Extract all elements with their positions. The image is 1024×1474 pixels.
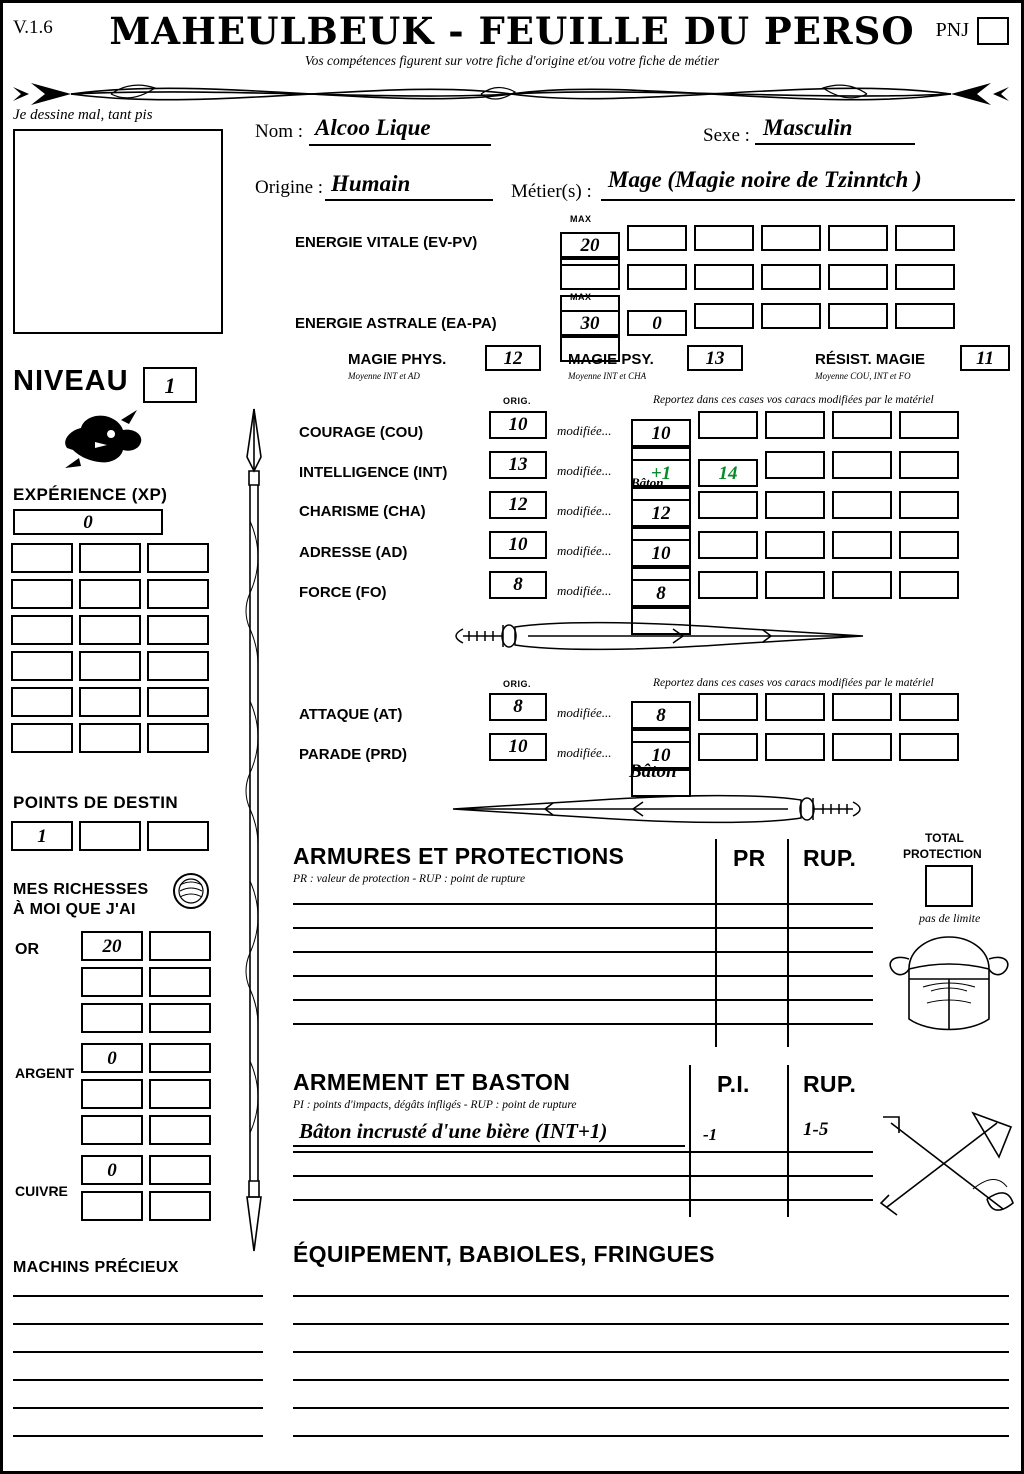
combat-mat-cell[interactable] (832, 733, 892, 761)
resist-magie-label: RÉSIST. MAGIE (815, 351, 926, 368)
carac-mod-cha[interactable]: 12 (631, 499, 691, 527)
total-protection-box[interactable] (925, 865, 973, 907)
xp-cell[interactable] (11, 723, 73, 753)
magie-phys-value[interactable]: 12 (485, 345, 541, 371)
argent-cell[interactable] (149, 1115, 211, 1145)
armures-title: ARMURES ET PROTECTIONS (293, 843, 625, 869)
combat-mod-prd[interactable]: 10 (631, 741, 691, 769)
xp-cell[interactable] (79, 687, 141, 717)
version-label: V.1.6 (13, 17, 53, 38)
richesses-title-1: MES RICHESSES (13, 881, 149, 898)
machins-line[interactable] (13, 1323, 263, 1325)
ea-cell[interactable] (694, 303, 754, 329)
carac-orig-cou[interactable]: 10 (489, 411, 547, 439)
energy-astrale-label: ENERGIE ASTRALE (EA-PA) (295, 315, 497, 332)
armement-col-pi: P.I. (717, 1071, 750, 1097)
richesses-title-2: À MOI QUE J'AI (13, 901, 136, 918)
ev-max-cell[interactable]: 20 (560, 232, 620, 258)
cuivre-cell[interactable] (149, 1191, 211, 1221)
xp-cell[interactable] (147, 543, 209, 573)
name-underline (309, 143, 491, 146)
armement-row-line[interactable] (293, 1151, 873, 1153)
or-label: OR (15, 941, 39, 958)
or-cell[interactable] (149, 967, 211, 997)
ev-cell[interactable] (761, 264, 821, 290)
carac-bonus-int[interactable]: +1 (631, 459, 691, 487)
magie-phys-sub: Moyenne INT et AD (348, 371, 420, 381)
carac-mat-cell[interactable] (765, 411, 825, 439)
job-label: Métier(s) : (511, 181, 592, 202)
carac-mat-cell[interactable] (832, 411, 892, 439)
carac-mod-fo[interactable]: 8 (631, 579, 691, 607)
equipement-line[interactable] (293, 1435, 1009, 1437)
cuivre-grid (81, 1155, 211, 1221)
combat-mat-cell[interactable] (899, 733, 959, 761)
xp-cell[interactable] (79, 723, 141, 753)
xp-value[interactable]: 0 (13, 509, 163, 535)
carac-orig-cha[interactable]: 12 (489, 491, 547, 519)
job-value[interactable]: Mage (Magie noire de Tzinntch ) (608, 167, 922, 192)
carac-mod-label: modifiée... (557, 463, 612, 478)
armement-row-underline-1 (293, 1145, 685, 1147)
armures-rows (293, 903, 873, 1025)
combat-mat-cell[interactable] (899, 693, 959, 721)
equipement-line[interactable] (293, 1379, 1009, 1381)
combat-orig-prd[interactable]: 10 (489, 733, 547, 761)
cuivre-cell[interactable] (81, 1191, 143, 1221)
carac-mod-int[interactable]: 14 (698, 459, 758, 487)
armement-row-line[interactable] (293, 1199, 873, 1201)
sword-divider-icon-2 (433, 788, 883, 830)
carac-mat-cell[interactable] (698, 571, 758, 599)
xp-cell[interactable] (11, 543, 73, 573)
armement-row-rup-1[interactable]: 1-5 (803, 1119, 829, 1140)
armement-rows (293, 1151, 873, 1201)
ea-current-cell[interactable]: 0 (627, 310, 687, 336)
destin-label: POINTS DE DESTIN (13, 793, 179, 812)
xp-cell[interactable] (147, 723, 209, 753)
ev-cell[interactable] (895, 225, 955, 251)
xp-cell[interactable] (79, 543, 141, 573)
argent-grid (81, 1043, 211, 1145)
ev-cell[interactable] (627, 264, 687, 290)
armure-row-line[interactable] (293, 927, 873, 929)
destin-value[interactable]: 1 (11, 821, 73, 851)
combat-mat-cell[interactable] (698, 693, 758, 721)
combat-mod-label: modifiée... (557, 705, 612, 720)
carac-mod-label: modifiée... (557, 583, 612, 598)
carac-mat-cell[interactable] (698, 411, 758, 439)
armure-row-line[interactable] (293, 975, 873, 977)
combat-mat-cell[interactable] (832, 693, 892, 721)
carac-mat-cell[interactable] (765, 531, 825, 559)
armure-row-line[interactable] (293, 1023, 873, 1025)
or-cell[interactable] (149, 931, 211, 961)
page-title: ΜAHEULBEUK - FEUILLE DU PERSO (109, 9, 915, 53)
machins-line[interactable] (13, 1351, 263, 1353)
carac-mat-cell[interactable] (765, 451, 825, 479)
armures-col-pr: PR (733, 845, 766, 871)
origin-underline (325, 199, 493, 201)
armure-row-line[interactable] (293, 951, 873, 953)
crossed-weapons-icon (877, 1111, 1017, 1221)
carac-mod-label: modifiée... (557, 423, 612, 438)
armures-col-rup: RUP. (803, 845, 857, 871)
carac-label-cha: CHARISME (CHA) (299, 503, 426, 520)
job-underline (601, 199, 1015, 201)
total-protection-note: pas de limite (919, 911, 981, 925)
cuivre-value[interactable]: 0 (81, 1155, 143, 1185)
energy-vitale-label: ENERGIE VITALE (EV-PV) (295, 234, 478, 251)
armement-row-name-1[interactable]: Bâton incrusté d'une bière (INT+1) (299, 1119, 608, 1143)
xp-cell[interactable] (11, 579, 73, 609)
ev-cell[interactable] (694, 225, 754, 251)
carac-bonus-source-int: Bâton (631, 475, 664, 490)
ev-cell[interactable] (828, 264, 888, 290)
carac-mat-cell[interactable] (899, 411, 959, 439)
origin-value[interactable]: Humain (331, 171, 411, 196)
carac-note: Reportez dans ces cases vos caracs modifiées par le matériel (653, 394, 934, 406)
origin-label: Origine : (255, 177, 324, 198)
argent-cell[interactable] (81, 1115, 143, 1145)
or-grid (81, 967, 211, 1033)
total-protection-label-1: TOTAL (925, 831, 964, 845)
carac-mat-cell[interactable] (899, 571, 959, 599)
armement-row-pi-1[interactable]: -1 (703, 1125, 718, 1144)
level-value[interactable]: 1 (143, 367, 197, 403)
machins-line[interactable] (13, 1295, 263, 1297)
magie-psy-label: MAGIE PSY. (568, 351, 654, 368)
or-cell[interactable] (81, 967, 143, 997)
total-protection-label-2: PROTECTION (903, 847, 982, 861)
magie-psy-sub: Moyenne INT et CHA (568, 371, 647, 381)
ev-cell[interactable] (828, 225, 888, 251)
or-row (81, 931, 211, 961)
carac-label-int: INTELLIGENCE (INT) (299, 464, 448, 481)
portrait-caption: Je dessine mal, tant pis (13, 107, 153, 123)
machins-line[interactable] (13, 1407, 263, 1409)
argent-label: ARGENT (15, 1065, 75, 1081)
xp-grid (11, 543, 231, 753)
level-label: NIVEAU (13, 365, 129, 397)
carac-mat-cell[interactable] (899, 491, 959, 519)
carac-label-ad: ADRESSE (AD) (299, 544, 408, 561)
combat-mat-cell[interactable] (765, 733, 825, 761)
equipement-line[interactable] (293, 1351, 1009, 1353)
machins-line[interactable] (13, 1435, 263, 1437)
carac-mat-cell[interactable] (698, 491, 758, 519)
armure-row-line[interactable] (293, 903, 873, 905)
carac-mod-cou[interactable]: 10 (631, 419, 691, 447)
combat-note: Reportez dans ces cases vos caracs modifiées par le matériel (653, 677, 934, 689)
armement-row-line[interactable] (293, 1175, 873, 1177)
carac-orig-fo[interactable]: 8 (489, 571, 547, 599)
xp-cell[interactable] (11, 651, 73, 681)
combat-label-at: ATTAQUE (AT) (299, 706, 403, 723)
helmet-shield-icon (883, 929, 1013, 1039)
machins-label: MACHINS PRÉCIEUX (13, 1259, 179, 1276)
xp-cell[interactable] (147, 687, 209, 717)
carac-label-fo: FORCE (FO) (299, 584, 387, 601)
equipement-line[interactable] (293, 1407, 1009, 1409)
argent-cell[interactable] (149, 1079, 211, 1109)
xp-cell[interactable] (79, 615, 141, 645)
ea-cell[interactable] (895, 303, 955, 329)
xp-cell[interactable] (79, 651, 141, 681)
equipement-title: ÉQUIPEMENT, BABIOLES, FRINGUES (293, 1241, 715, 1267)
armement-subtitle: PI : points d'impacts, dégâts infligés - RUP : point de rupture (293, 1099, 577, 1111)
coin-icon (171, 871, 211, 911)
destin-cell[interactable] (147, 821, 209, 851)
page-subtitle: Vos compétences figurent sur votre fiche d'origine et/ou votre fiche de métier (304, 53, 720, 68)
machins-lines (13, 1295, 263, 1437)
xp-label: EXPÉRIENCE (XP) (13, 485, 168, 504)
or-cell[interactable] (81, 1003, 143, 1033)
ea-max-cell[interactable]: 30 (560, 310, 620, 336)
carac-mod-label: modifiée... (557, 503, 612, 518)
or-cell[interactable] (149, 1003, 211, 1033)
xp-cell[interactable] (147, 615, 209, 645)
carac-orig-ad[interactable]: 10 (489, 531, 547, 559)
machins-line[interactable] (13, 1379, 263, 1381)
sword-divider-icon (433, 615, 883, 657)
magie-psy-value[interactable]: 13 (687, 345, 743, 371)
xp-cell[interactable] (147, 651, 209, 681)
sex-underline (755, 143, 915, 145)
resist-magie-value[interactable]: 11 (960, 345, 1010, 371)
magie-phys-label: MAGIE PHYS. (348, 351, 447, 368)
equipement-line[interactable] (293, 1295, 1009, 1297)
combat-mod-label: modifiée... (557, 745, 612, 760)
xp-cell[interactable] (11, 687, 73, 717)
ea-cell[interactable] (828, 303, 888, 329)
cuivre-label: CUIVRE (15, 1183, 68, 1199)
destin-row (11, 821, 209, 851)
combat-mat-cell[interactable] (765, 693, 825, 721)
equipement-line[interactable] (293, 1323, 1009, 1325)
carac-mod-ad[interactable]: 10 (631, 539, 691, 567)
resist-magie-sub: Moyenne COU, INT et FO (815, 371, 911, 381)
dragon-emblem-icon (55, 408, 147, 470)
armures-subtitle: PR : valeur de protection - RUP : point de rupture (293, 873, 526, 885)
staff-illustration-icon (231, 401, 277, 1261)
armement-col-rup: RUP. (803, 1071, 857, 1097)
ev-cell[interactable] (761, 225, 821, 251)
sex-label: Sexe : (703, 125, 750, 146)
pnj-label: PNJ (935, 19, 969, 41)
destin-cell[interactable] (79, 821, 141, 851)
carac-mat-cell[interactable] (765, 491, 825, 519)
carac-mat-cell[interactable] (832, 491, 892, 519)
combat-orig-label: ORIG. (503, 679, 532, 689)
ev-cell[interactable] (560, 264, 620, 290)
carac-mat-cell[interactable] (899, 531, 959, 559)
xp-cell[interactable] (11, 615, 73, 645)
carac-mod-label: modifiée... (557, 543, 612, 558)
decorative-divider (11, 73, 1011, 115)
ea-cell[interactable] (761, 303, 821, 329)
carac-mat-cell[interactable] (899, 451, 959, 479)
argent-cell[interactable] (149, 1043, 211, 1073)
armement-title: ARMEMENT ET BASTON (293, 1069, 571, 1095)
combat-mat-cell[interactable] (698, 733, 758, 761)
sex-value[interactable]: Masculin (763, 115, 853, 140)
combat-label-prd: PARADE (PRD) (299, 746, 408, 763)
carac-mat-cell[interactable] (832, 571, 892, 599)
cuivre-cell[interactable] (149, 1155, 211, 1185)
carac-mat-cell[interactable] (698, 531, 758, 559)
carac-orig-label: ORIG. (503, 396, 532, 406)
portrait-box[interactable] (13, 129, 223, 334)
ev-cell[interactable] (694, 264, 754, 290)
carac-mat-cell[interactable] (832, 531, 892, 559)
argent-cell[interactable] (81, 1079, 143, 1109)
ev-cell[interactable] (895, 264, 955, 290)
name-label: Nom : (255, 121, 304, 142)
name-value[interactable]: Alcoo Lique (315, 115, 431, 140)
carac-mat-cell[interactable] (765, 571, 825, 599)
equipement-lines (293, 1295, 1009, 1437)
ev-cell[interactable] (627, 225, 687, 251)
combat-orig-at[interactable]: 8 (489, 693, 547, 721)
armure-row-line[interactable] (293, 999, 873, 1001)
xp-cell[interactable] (79, 579, 141, 609)
carac-orig-int[interactable]: 13 (489, 451, 547, 479)
carac-label-cou: COURAGE (COU) (299, 424, 424, 441)
carac-mat-cell[interactable] (832, 451, 892, 479)
xp-cell[interactable] (147, 579, 209, 609)
argent-value[interactable]: 0 (81, 1043, 143, 1073)
combat-footnote: Bâton (629, 761, 677, 782)
ea-max-label: MAX (570, 292, 592, 302)
combat-mod-at[interactable]: 8 (631, 701, 691, 729)
pnj-checkbox[interactable] (977, 17, 1009, 45)
ev-max-label: MAX (570, 214, 592, 224)
or-value[interactable]: 20 (81, 931, 143, 961)
